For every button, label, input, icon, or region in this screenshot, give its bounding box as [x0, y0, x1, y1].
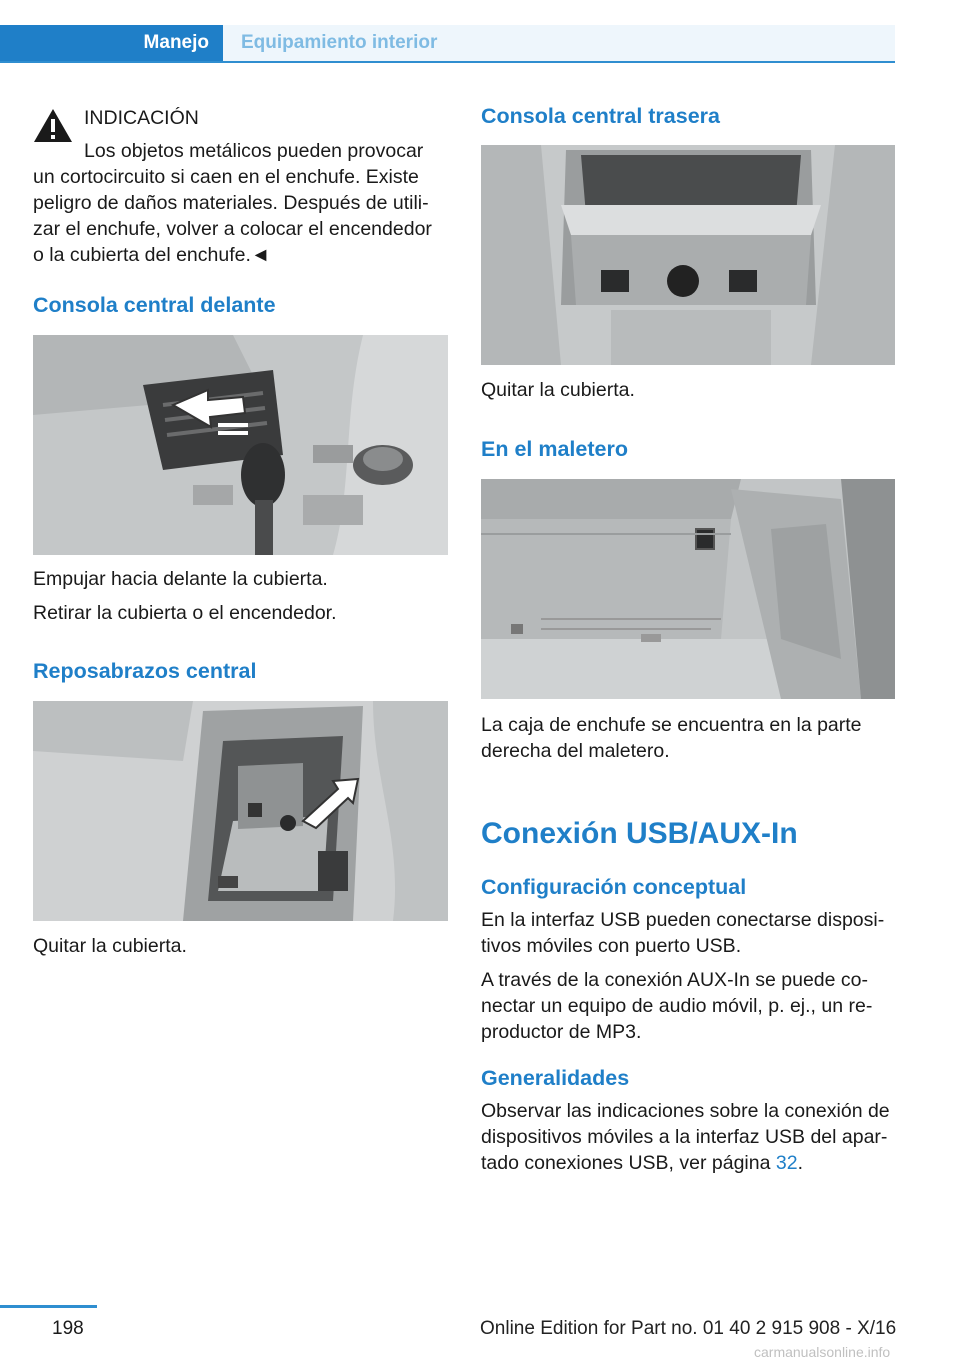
warning-line-3: peligro de daños materiales. Después de utili‐	[33, 192, 429, 214]
warning-line-2: un cortocircuito si caen en el enchufe. Existe	[33, 166, 419, 188]
warning-title: INDICACIÓN	[84, 107, 199, 129]
page-ref-link[interactable]: 32	[775, 1152, 798, 1174]
page-number-rule	[0, 1305, 97, 1308]
concept-line-2: tivos móviles con puerto USB.	[481, 935, 742, 957]
general-line-2: dispositivos móviles a la interfaz USB del apar‐	[481, 1126, 888, 1148]
header-tabs	[0, 25, 895, 63]
tab-equipamiento-interior[interactable]	[223, 25, 895, 61]
concept-line-4: nectar un equipo de audio móvil, p. ej., un re‐	[481, 995, 873, 1017]
armrest-line: Quitar la cubierta.	[33, 935, 187, 957]
photo-armrest	[33, 701, 448, 921]
heading-generalidades: Generalidades	[481, 1066, 630, 1090]
warning-line-1: Los objetos metálicos pueden provocar	[84, 140, 424, 162]
heading-reposabrazos: Reposabrazos central	[33, 659, 257, 683]
front-line-2: Retirar la cubierta o el encendedor.	[33, 602, 337, 624]
concept-line-1: En la interfaz USB pueden conectarse disposi‐	[481, 909, 885, 931]
footer-edition: Online Edition for Part no. 01 40 2 915 908 - X/16	[480, 1318, 897, 1339]
tab-equipamiento-label: Equipamiento interior	[241, 32, 438, 53]
concept-line-3: A través de la conexión AUX-In se puede co‐	[481, 969, 868, 991]
header-rule	[0, 61, 895, 63]
front-line-1: Empujar hacia delante la cubierta.	[33, 568, 328, 590]
photo-front-console	[33, 335, 448, 555]
warning-line-4: zar el enchufe, volver a colocar el encendedor	[33, 218, 432, 240]
trunk-line-1: La caja de enchufe se encuentra en la parte	[481, 714, 862, 736]
heading-consola-delante: Consola central delante	[33, 293, 276, 317]
warning-line-5: o la cubierta del enchufe.◄	[33, 244, 271, 266]
tab-manejo[interactable]	[0, 25, 223, 63]
general-line-3	[481, 1150, 803, 1177]
concept-line-5: productor de MP3.	[481, 1021, 642, 1043]
general-line-1: Observar las indicaciones sobre la conexión de	[481, 1100, 890, 1122]
warning-triangle-icon	[33, 107, 73, 143]
watermark: carmanualsonline.info	[754, 1344, 891, 1360]
rear-line: Quitar la cubierta.	[481, 379, 635, 401]
page-number: 198	[52, 1318, 84, 1339]
photo-rear-console	[481, 145, 895, 365]
photo-trunk	[481, 479, 895, 699]
heading-consola-trasera: Consola central trasera	[481, 104, 720, 128]
general-line-3-text: tado conexiones USB, ver página	[481, 1152, 776, 1174]
tab-manejo-label: Manejo	[143, 32, 209, 53]
general-period: .	[797, 1152, 803, 1174]
trunk-line-2: derecha del maletero.	[481, 740, 670, 762]
heading-maletero: En el maletero	[481, 437, 628, 461]
heading-usb-aux: Conexión USB/AUX-In	[481, 817, 798, 850]
heading-configuracion: Configuración conceptual	[481, 875, 747, 899]
